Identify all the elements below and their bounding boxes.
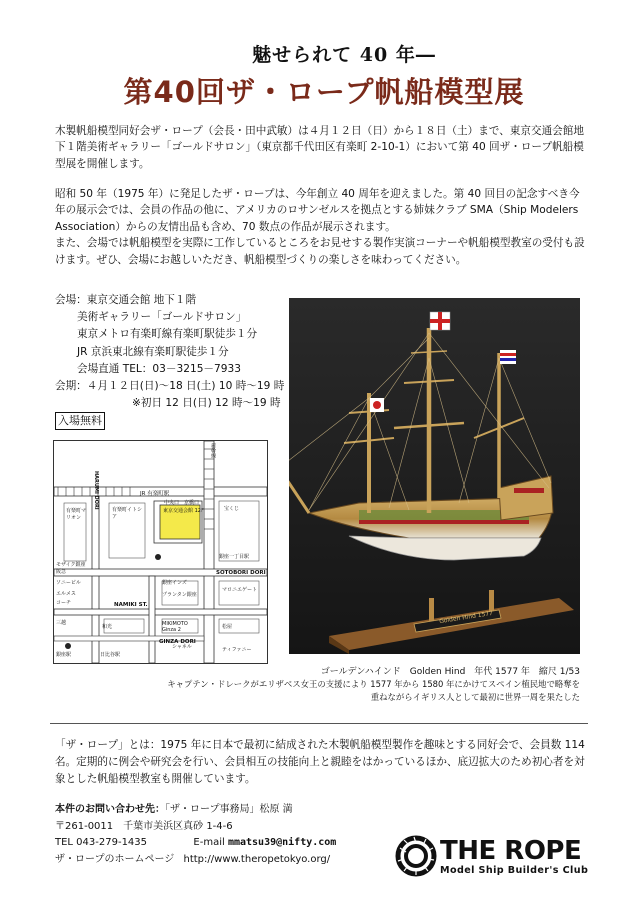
map-label-marronnier: マロニエゲート	[222, 587, 258, 593]
map-label-matsuya: 松屋	[222, 624, 233, 630]
map-label-sotobori: SOTOBORI DORI	[216, 570, 266, 576]
venue-line-1: 会場：東京交通会館 地下１階	[55, 294, 197, 306]
contact-heading: 本件のお問い合わせ先：	[55, 804, 165, 815]
map-label-jr-station: JR 有楽町駅	[140, 491, 170, 497]
ship-model-photo	[289, 298, 580, 654]
map-label-itocia: 有楽町イトシア	[112, 507, 143, 520]
venue-info	[55, 292, 290, 412]
intro-paragraph-2-text: 昭和 50 年（1975 年）に発足したザ・ロープは、今年創立 40 周年を迎えました。第 40 回目の記念すべき今年の展示会では、会員の作品の他に、アメリカのロサンゼルスを拠点とする姉妹クラブ SMA（Ship Modelers Association）からの友情出品も含め、70 数点の作品が展示されます。	[55, 188, 580, 233]
map-label-mosaic: モザイク銀座阪急	[56, 562, 86, 575]
map-label-venue: 東京交通会館 12F	[163, 508, 204, 514]
map-label-tiffany: ティファニー	[222, 647, 252, 653]
contact-tel: TEL 043-279-1435	[55, 837, 148, 848]
contact-email-label: E-mail	[193, 837, 225, 848]
map-label-marion: 有楽町マリオン	[66, 508, 87, 521]
contact-org: 「ザ・ロープ事務局」松原 満	[165, 804, 293, 815]
map-label-sony: ソニービル	[56, 580, 81, 586]
intro-paragraph-3-text: また、会場では帆船模型を実際に工作しているところをお見せする製作実演コーナーや帆船模型教室の受付も設けます。ぜひ、会場にお越しいただき、帆船模型づくりの楽しさを味わってください。	[55, 237, 585, 266]
map-label-harumi: HARUMI DORI	[93, 471, 99, 510]
map-label-namiki: NAMIKI ST.	[114, 602, 148, 608]
homepage-label: ザ・ロープのホームページ	[55, 853, 175, 865]
intro-paragraph-2	[55, 186, 587, 268]
access-map	[53, 440, 268, 664]
rope-knot-icon	[394, 834, 438, 880]
logo-tagline: Model Ship Builder's Club	[440, 865, 589, 876]
ship-illustration	[289, 298, 580, 654]
map-label-ginza-station: 銀座駅	[56, 652, 72, 658]
contact-heading-row	[55, 802, 385, 819]
map-label-chanel: シャネル	[172, 644, 192, 650]
venue-line-6: 会期：４月１２日(日)～18 日(土) 10 時～19 時	[55, 380, 285, 393]
photo-caption-description: キャプテン・ドレークがエリザベス女王の支援により 1577 年から 1580 年にかけてスペイン植民地で略奪を重ねながらイギリス人として最初に世界一周を果たした	[167, 679, 580, 702]
map-label-kyobashi-exit: 京橋口	[184, 500, 200, 506]
section-divider	[50, 723, 588, 724]
homepage-link[interactable]: http://www.theropetokyo.org/	[183, 853, 331, 865]
map-label-lottery: 宝くじ	[224, 506, 240, 512]
map-label-ginza-dori: GINZA DORI	[159, 639, 196, 645]
venue-line-7: ※初日 12 日(日) 12 時～19 時	[132, 397, 281, 410]
free-admission-badge: 入場無料	[55, 412, 105, 430]
contact-phone-email-row	[55, 835, 385, 852]
venue-line-5: 会場直通 TEL：03－3215－7933	[77, 362, 241, 375]
contact-email-link[interactable]: mmatsu39@nifty.com	[227, 837, 337, 848]
intro-paragraph-1: 木製帆船模型同好会ザ・ロープ（会長・田中武敏）は４月１２日（日）から１８日（土）まで、東京交通会館地下１階美術ギャラリー「ゴールドサロン」（東京都千代田区有楽町 2-10-1）において第 40 回ザ・ロープ帆船模型展を開催します。	[55, 125, 584, 170]
subtitle: 魅せられて 40 年―	[252, 44, 436, 66]
map-label-printemps: プランタン銀座	[162, 592, 197, 598]
map-label-coach: コーチ	[56, 600, 72, 606]
map-label-ginza-inz: 銀座インズ	[162, 580, 187, 586]
map-label-mitsukoshi: 三越	[56, 620, 67, 626]
map-label-mikimoto: MIKIMOTO Ginza 2	[162, 621, 188, 633]
photo-caption-title: ゴールデンハインド Golden Hind 年代 1577 年 縮尺 1/53	[320, 667, 580, 677]
map-label-wako: 和光	[102, 624, 113, 630]
map-graphic	[54, 441, 267, 663]
map-label-central-exit: 中央口	[164, 500, 180, 506]
contact-info	[55, 802, 385, 868]
map-label-shinkansen: 新幹線	[210, 443, 216, 458]
venue-line-2: 美術ギャラリー「ゴールドサロン」	[77, 311, 247, 324]
map-label-ginza-itchome: 銀座一丁目駅	[219, 554, 250, 560]
page-title: 第40回ザ・ロープ帆船模型展	[123, 75, 525, 109]
venue-line-3: 東京メトロ有楽町線有楽町駅徒歩１分	[77, 328, 258, 341]
map-label-hermes: エルメス	[56, 591, 76, 597]
about-club-text: 「ザ・ロープ」とは：1975 年に日本で最初に結成された木製帆船模型製作を趣味とする同好会で、会員数 114 名。定期的に例会や研究会を行い、会員相互の技能向上と親睦をはかっているほか、底辺拡大のため初心者を対象とした帆船模型教室も開催しています。	[55, 739, 585, 785]
logo-name: THE ROPE	[440, 836, 582, 866]
contact-postal: 〒261-0011 千葉市美浜区真砂 1-4-6	[55, 820, 233, 832]
contact-homepage-row	[55, 852, 385, 869]
ship-nameplate: Golden Hind 1577	[438, 609, 494, 626]
map-label-hibiya-station: 日比谷駅	[100, 652, 121, 658]
venue-line-4: JR 京浜東北線有楽町駅徒歩１分	[77, 345, 229, 358]
